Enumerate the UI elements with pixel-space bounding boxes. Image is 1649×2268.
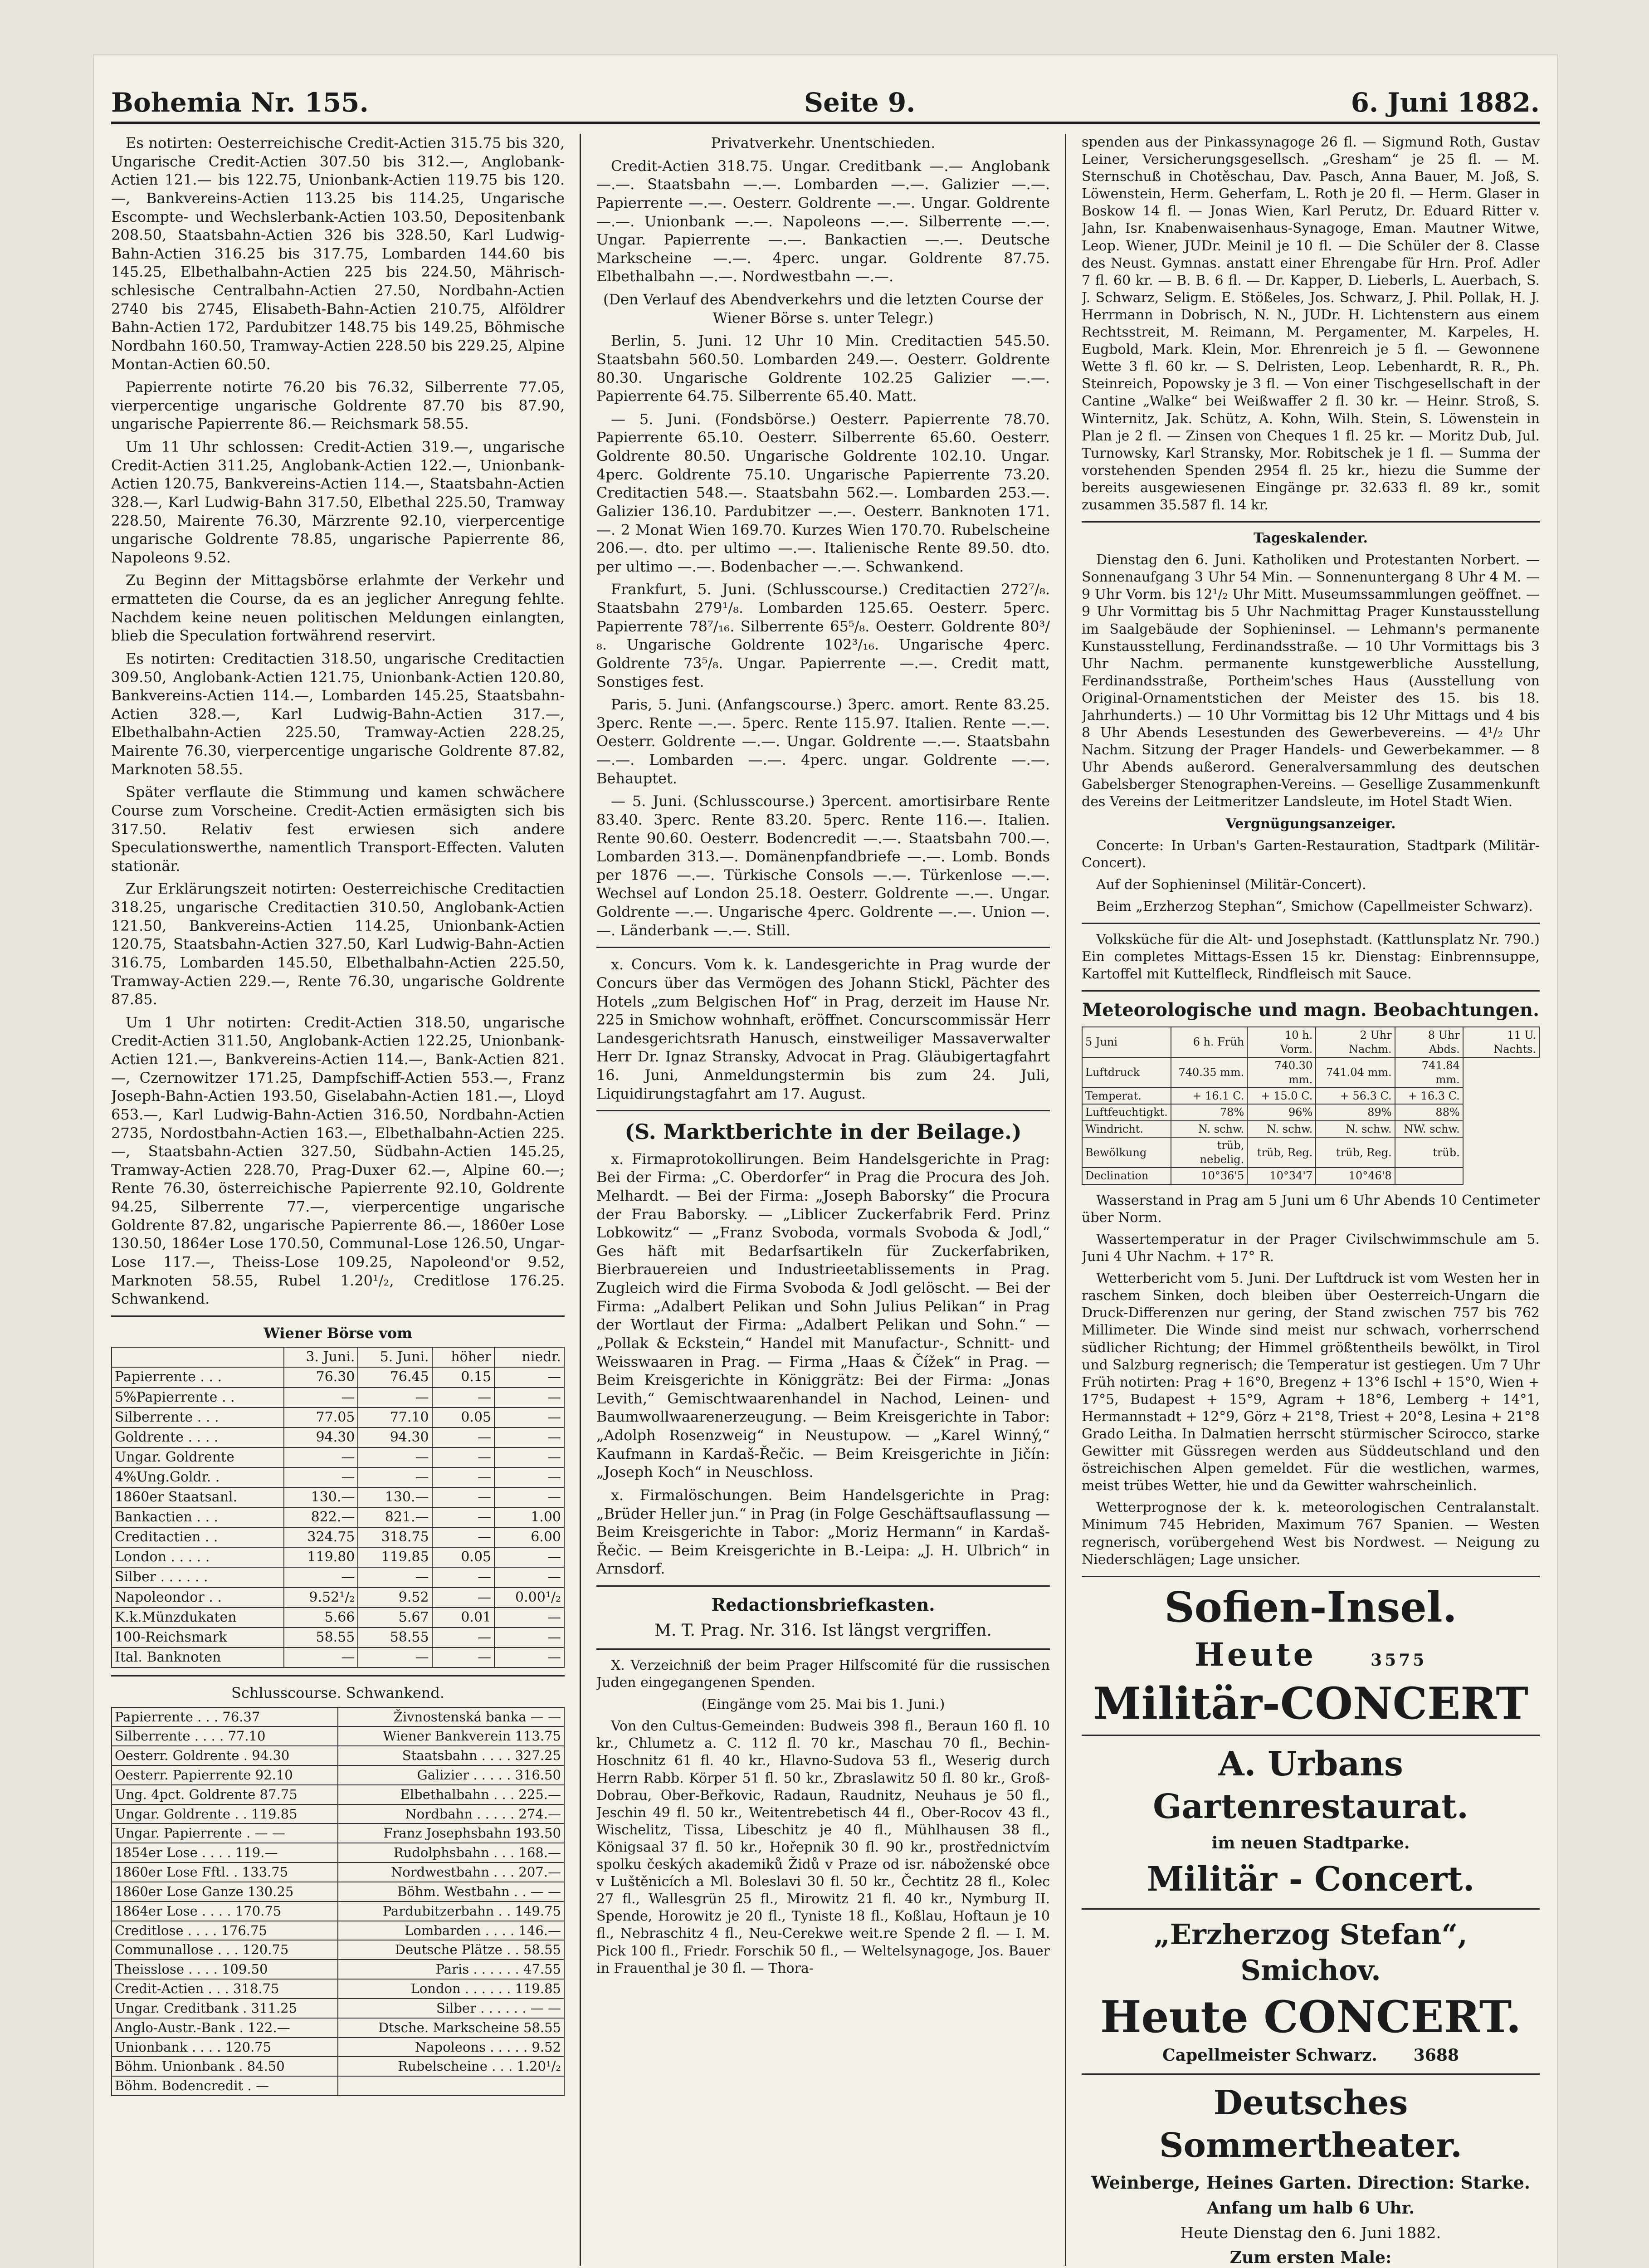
table-row <box>112 1608 564 1628</box>
table-cell: — <box>494 1547 564 1567</box>
table-cell: — <box>284 1467 358 1487</box>
separator <box>1082 1576 1540 1577</box>
table-cell: 740.30 mm. <box>1247 1057 1316 1088</box>
table-cell: Deutsche Plätze . . 58.55 <box>338 1940 564 1960</box>
separator <box>1082 923 1540 924</box>
table-cell: Nordwestbahn . . . 207.— <box>338 1862 564 1882</box>
table-cell: K.k.Münzdukaten <box>112 1608 284 1628</box>
ad-title: Deutsches Sommertheater. <box>1159 2083 1462 2165</box>
table-cell: 8 Uhr Abds. <box>1395 1027 1463 1057</box>
table-cell: Paris . . . . . . 47.55 <box>338 1960 564 1979</box>
table-cell: 94.30 <box>358 1427 432 1447</box>
table-cell: 119.85 <box>358 1547 432 1567</box>
ad-line: Zum ersten Male: <box>1229 2248 1392 2266</box>
table-cell <box>112 1347 284 1367</box>
table-row <box>112 1507 564 1527</box>
closing-prices-title: Schlusscourse. Schwankend. <box>231 1684 445 1701</box>
table-cell: 10 h. Vorm. <box>1247 1027 1316 1057</box>
section-heading: Meteorologische und magn. Beobachtungen. <box>1082 999 1539 1021</box>
separator <box>111 1675 565 1677</box>
table-cell: — <box>494 1487 564 1507</box>
table-cell: 119.80 <box>284 1547 358 1567</box>
table-cell: 1860er Lose Fftl. . 133.75 <box>112 1862 338 1882</box>
table-cell: 0.05 <box>432 1408 495 1427</box>
table-row <box>112 1785 564 1804</box>
table-row <box>112 1979 564 1999</box>
table-cell: Goldrente . . . . <box>112 1427 284 1447</box>
newspaper-page <box>93 54 1558 2268</box>
table-row <box>112 1862 564 1882</box>
table-cell: Nordbahn . . . . . 274.— <box>338 1804 564 1824</box>
table-row <box>112 1487 564 1507</box>
table-row <box>112 1940 564 1960</box>
separator <box>1082 990 1540 992</box>
table-cell: 5. Juni. <box>358 1347 432 1367</box>
advertisement-urban-garden <box>1082 1743 1540 1901</box>
table-cell: — <box>494 1408 564 1427</box>
table-cell: trüb, Reg. <box>1316 1137 1395 1168</box>
separator <box>596 1648 1050 1650</box>
table-cell: 58.55 <box>284 1628 358 1647</box>
paragraph: Dienstag den 6. Juni. Katholiken und Protestanten Norbert. — Sonnenaufgang 3 Uhr 54 Min. — Sonnenuntergang 8 Uhr 4 M. — 9 Uhr Vorm. bis 12¹/₂ Uhr Mitt. Museumssammlungen geöffnet. — 9 Uhr Vormittag bis 5 Uhr Nachmittag Prager Kunstausstellung im Saalgebäude der Sophieninsel. — Lehmann's permanente Kunstausstellung, Ferdinandsstraße. — 10 Uhr Vormittags bis 3 Uhr Nachm. permanente kunstgewerbliche Ausstellung, Ferdinandsstraße, Portheim'sches Haus (Ausstellung von Original-Ornamentstichen der Meister des 15. bis 18. Jahrhunderts.) — 10 Uhr Vormittag bis 12 Uhr Mittags und 4 bis 8 Uhr Abends Lesestunden des Gewerbevereins. — 4¹/₂ Uhr Nachm. Sitzung der Prager Handels- und Gewerbekammer. — 8 Uhr Abends außerord. Generalversammlung des deutschen Gabelsberger Stenographen-Vereins. — Gesellige Zusammenkunft des Vereins der Leitmeritzer Landsleute, im Hotel Stadt Wien. <box>1082 552 1540 810</box>
ad-subtitle: im neuen Stadtparke. <box>1211 1833 1410 1853</box>
table-cell: Oesterr. Papierrente 92.10 <box>112 1765 338 1785</box>
table-cell: 822.— <box>284 1507 358 1527</box>
table-row <box>112 1527 564 1547</box>
table-row <box>112 1388 564 1408</box>
table-cell: — <box>358 1647 432 1667</box>
paragraph: Wetterprognose der k. k. meteorologischen Centralanstalt. Minimum 745 Hebriden, Maximum 767 Spanien. — Westen regnerisch, vorübergehend West bis Nordwest. — Neigung zu Niederschlägen; Lage unsicher. <box>1082 1500 1540 1568</box>
table-cell: Creditactien . . <box>112 1527 284 1547</box>
table-cell: + 16.3 C. <box>1395 1088 1463 1104</box>
table-cell: 77.05 <box>284 1408 358 1427</box>
table-cell: 94.30 <box>284 1427 358 1447</box>
table-cell: Ungar. Goldrente . . 119.85 <box>112 1804 338 1824</box>
table-cell: Silber . . . . . . <box>112 1567 284 1587</box>
table-cell: höher <box>432 1347 495 1367</box>
table-cell: 89% <box>1316 1104 1395 1120</box>
table-cell: Anglo-Austr.-Bank . 122.— <box>112 2018 338 2038</box>
section-heading: Vergnügungsanzeiger. <box>1225 816 1396 832</box>
table-row <box>112 1547 564 1567</box>
table-cell: trüb, Reg. <box>1247 1137 1316 1168</box>
table-cell: Lombarden . . . . 146.— <box>338 1921 564 1941</box>
paragraph: Paris, 5. Juni. (Anfangscourse.) 3perc. amort. Rente 83.25. 3perc. Rente —.—. 5perc. Rente 115.97. Italien. Rente —.—. Oesterr. Goldrente —.—. Ungar. Goldrente —.—. Staatsbahn —.—. Lombarden —.—. 4perc. ungar. Goldrente —.—. Behauptet. <box>596 696 1050 787</box>
paragraph: X. Verzeichniß der beim Prager Hilfscomité für die russischen Juden eingegangenen Spenden. <box>596 1657 1050 1691</box>
table-cell: — <box>284 1647 358 1667</box>
table-cell: — <box>494 1647 564 1667</box>
table-cell: Silberrente . . . . 77.10 <box>112 1726 338 1746</box>
table-row <box>112 1882 564 1901</box>
table-cell: Pardubitzerbahn . . 149.75 <box>338 1901 564 1921</box>
ad-subtitle: Heute 3575 <box>1194 1635 1427 1673</box>
table-cell: 5%Papierrente . . <box>112 1388 284 1408</box>
paragraph: x. Firmaprotokollirungen. Beim Handelsgerichte in Prag: Bei der Firma: „C. Oberdorfer“ in Prag die Procura des Joh. Melhardt. — Bei der Firma: „Joseph Baborsky“ die Procura der Frau Baborsky. — „Liblicer Zuckerfabrik Ferd. Prinz Lobkowitz“ — „Franz Svoboda, vormals Svoboda & Jodl,“ Ges häft mit Bedarfsartikeln für Zuckerfabriken, Bierbrauereien und Industrieetablissements in Prag. Zugleich wird die Firma Svoboda & Jodl gelöscht. — Bei der Firma: „Adalbert Pelikan und Sohn Julius Pelikan“ in Prag der Wortlaut der Firma: „Adalbert Pelikan und Sohn.“ — „Pollak & Eckstein,“ Handel mit Manufactur-, Schnitt- und Weisswaaren in Prag. — Firma „Haas & Čížek“ in Prag. — Beim Kreisgerichte in Königgrätz: Bei der Firma: „Jonas Levith,“ Gemischtwaarenhandel in Nachod, Leinen- und Baumwollwaarenerzeugung. — Beim Kreisgerichte in Tabor: „Adolph Rosenzweig“ in Neustupow. — „Karel Winný,“ Kaufmann in Kardaš-Řečic. — Beim Kreisgerichte in Jičín: „Joseph Koch“ in Neuschloss. <box>596 1150 1050 1481</box>
table-cell: — <box>358 1447 432 1467</box>
table-cell: Ungar. Creditbank . 311.25 <box>112 1999 338 2018</box>
table-cell: 1860er Lose Ganze 130.25 <box>112 1882 338 1901</box>
paragraph: Zu Beginn der Mittagsbörse erlahmte der Verkehr und ermatteten die Course, da es an jeglicher Anregung fehlte. Nachdem keine neuen politischen Meldungen einlangten, blieb die Speculation fortwährend reservirt. <box>111 572 565 645</box>
table-cell: Dtsche. Markscheine 58.55 <box>338 2018 564 2038</box>
ad-subtitle: Capellmeister Schwarz. 3688 <box>1162 2046 1459 2065</box>
table-cell: 10°36'5 <box>1171 1168 1247 1184</box>
table-cell: 3. Juni. <box>284 1347 358 1367</box>
table-row <box>1082 1137 1539 1168</box>
table-cell: 9.52¹/₂ <box>284 1588 358 1608</box>
table-cell: Creditlose . . . . 176.75 <box>112 1921 338 1941</box>
separator <box>1082 1908 1540 1910</box>
paragraph: x. Firmalöschungen. Beim Handelsgerichte in Prag: „Brüder Heller jun.“ in Prag (in Folge Geschäftsauflassung — Beim Kreisgerichte in Tabor: „Moriz Hermann“ in Kardaš-Řečic. — Beim Kreisgerichte in B.-Leipa: „J. H. Ulbrich“ in Arnsdorf. <box>596 1486 1050 1578</box>
section-heading: Tageskalender. <box>1254 530 1368 547</box>
table-cell: NW. schw. <box>1395 1121 1463 1137</box>
table-row <box>112 1367 564 1387</box>
table-row <box>112 1628 564 1647</box>
paragraph: — 5. Juni. (Schlusscourse.) 3percent. amortisirbare Rente 83.40. 3perc. Rente 83.20. 5perc. Rente 116.—. Italien. Rente 90.60. Oesterr. Bodencredit —.—. Staatsbahn 700.—. Lombarden 313.—. Domänenpfandbriefe —.—. Lomb. Bonds per 1876 —.—. Türkische Consols —.—. Türkenlose —.—. Wechsel auf London 25.18. Oesterr. Goldrente —.—. Ungar. Goldrente —.—. Ungarische 4perc. Goldrente —.—. Union —.—. Länderbank —.—. Still. <box>596 792 1050 939</box>
table-cell: Unionbank . . . . 120.75 <box>112 2038 338 2057</box>
table-cell: Declination <box>1082 1168 1171 1184</box>
table-cell: — <box>284 1447 358 1467</box>
column-1 <box>111 134 565 2266</box>
table-cell: + 16.1 C. <box>1171 1088 1247 1104</box>
table-cell: 1.00 <box>494 1507 564 1527</box>
table-cell: 9.52 <box>358 1588 432 1608</box>
paragraph: Um 11 Uhr schlossen: Credit-Actien 319.—, ungarische Credit-Actien 311.25, Anglobank-Actien 122.—, Unionbank-Actien 120.75, Bankvereins-Actien 114.—, Staatsbahn-Actien 328.—, Karl Ludwig-Bahn 317.50, Elbethal 225.50, Tramway 228.50, Mairente 76.30, Märzrente 92.10, vierpercentige ungarische Goldrente 78.85, ungarische Papierrente 86, Napoleons 9.52. <box>111 438 565 566</box>
table-cell: Franz Josephsbahn 193.50 <box>338 1823 564 1843</box>
table-cell: — <box>432 1388 495 1408</box>
table-cell: + 56.3 C. <box>1316 1088 1395 1104</box>
paragraph: (Eingänge vom 25. Mai bis 1. Juni.) <box>701 1696 945 1713</box>
ad-main: Heute CONCERT. <box>1100 1991 1522 2043</box>
paragraph: M. T. Prag. Nr. 316. Ist längst vergriffen. <box>654 1621 992 1640</box>
paragraph: Wetterbericht vom 5. Juni. Der Luftdruck ist vom Westen her in raschem Sinken, doch bleiben über Oesterreich-Ungarn die Druck-Differenzen nur gering, der Stand zwischen 757 bis 762 Millimeter. Die Winde sind meist nur schwach, vorherrschend südlicher Richtung; der Himmel größtentheils bewölkt, in Tirol und Salzburg regnerisch; die Temperatur ist gestiegen. Um 7 Uhr Früh notirten: Prag + 16°0, Bregenz + 13°6 Ischl + 15°0, Wien + 17°5, Budapest + 15°9, Agram + 18°6, Lemberg + 14°1, Hermannstadt + 12°9, Görz + 21°8, Triest + 20°8, Lesina + 21°8 Grado Leitha. In Dalmatien herrscht stürmischer Scirocco, starke Gewitter mit Güssregen werden aus Süddeutschland und den östreichischen Alpen gemeldet. Für die westlichen, warmes, meist trübes Wetter, hie und da Gewitter wahrscheinlich. <box>1082 1271 1540 1494</box>
table-cell: 5.66 <box>284 1608 358 1628</box>
table-cell: Napoleondor . . <box>112 1588 284 1608</box>
table-cell: 78% <box>1171 1104 1247 1120</box>
table-cell: Böhm. Westbahn . . — — <box>338 1882 564 1901</box>
table-cell: Böhm. Bodencredit . — <box>112 2076 338 2096</box>
table-cell: — <box>432 1567 495 1587</box>
table-cell: 741.04 mm. <box>1316 1057 1395 1088</box>
section-heading: Redactionsbriefkasten. <box>711 1594 935 1615</box>
table-row <box>112 1999 564 2018</box>
table-cell: 76.45 <box>358 1367 432 1387</box>
table-row <box>112 2057 564 2076</box>
paragraph: Privatverkehr. Unentschieden. <box>711 134 936 152</box>
table-row <box>112 1427 564 1447</box>
ad-title: Sofien-Insel. <box>1164 1582 1457 1632</box>
table-cell: 130.— <box>358 1487 432 1507</box>
paragraph: Es notirten: Oesterreichische Credit-Actien 315.75 bis 320, Ungarische Credit-Actien 307.50 bis 312.—, Anglobank-Actien 121.— bis 122.75, Unionbank-Actien 119.75 bis 120.—, Bankvereins-Actien 113.25 bis 114.25, Ungarische Escompte- und Wechslerbank-Actien 103.50, Depositenbank 208.50, Staatsbahn-Actien 326 bis 328.50, Karl Ludwig-Bahn-Actien 316.25 bis 317.75, Lombarden 144.60 bis 145.25, Elbethalbahn-Actien 225 bis 224.50, Mährisch-schlesische Centralbahn-Actien 27.50, Nordbahn-Actien 2740 bis 2745, Elisabeth-Bahn-Actien 210.75, Alföldrer Bahn-Actien 172, Pardubitzer 148.75 bis 149.25, Böhmische Nordbahn 160.50, Tramway-Actien 228.50 bis 229.25, Alpine Montan-Actien 60.50. <box>111 134 565 373</box>
table-cell: Ung. 4pct. Goldrente 87.75 <box>112 1785 338 1804</box>
separator <box>596 1585 1050 1587</box>
table-cell: Credit-Actien . . . 318.75 <box>112 1979 338 1999</box>
table-cell: 1864er Lose . . . . 170.75 <box>112 1901 338 1921</box>
table-row <box>112 2018 564 2038</box>
table-cell: — <box>432 1467 495 1487</box>
closing-prices-table <box>111 1707 565 2097</box>
table-cell: Silberrente . . . <box>112 1408 284 1427</box>
table-cell: 100-Reichsmark <box>112 1628 284 1647</box>
masthead <box>111 64 1540 118</box>
table-cell: Elbethalbahn . . . 225.— <box>338 1785 564 1804</box>
table-cell: 10°34'7 <box>1247 1168 1316 1184</box>
paragraph: Auf der Sophieninsel (Militär-Concert). <box>1096 876 1366 893</box>
table-row <box>112 1746 564 1765</box>
column-3 <box>1082 134 1540 2266</box>
table-cell: 324.75 <box>284 1527 358 1547</box>
table-row <box>112 1960 564 1979</box>
separator <box>111 1315 565 1317</box>
paragraph: Später verflaute die Stimmung und kamen schwächere Course zum Vorscheine. Credit-Actien ermäsigten sich bis 317.50. Relativ fest erwiesen sich andere Speculationswerthe, namentlich Transport-Effecten. Valuten stationär. <box>111 783 565 875</box>
table-row <box>1082 1168 1539 1184</box>
table-cell: — <box>358 1567 432 1587</box>
table-cell: — <box>358 1388 432 1408</box>
table-cell: Galizier . . . . . 316.50 <box>338 1765 564 1785</box>
table-cell: 88% <box>1395 1104 1463 1120</box>
table-cell <box>338 2076 564 2096</box>
table-cell: Papierrente . . . 76.37 <box>112 1707 338 1727</box>
paragraph: (Den Verlauf des Abendverkehrs und die letzten Course der Wiener Börse s. unter Telegr.) <box>603 291 1044 327</box>
ad-main: Militär - Concert. <box>1146 1860 1475 1899</box>
advertisement-erzherzog-stefan <box>1082 1917 1540 2066</box>
header-page-number: Seite 9. <box>804 87 916 118</box>
table-row <box>1082 1121 1539 1137</box>
paragraph: Frankfurt, 5. Juni. (Schlusscourse.) Creditactien 272⁷/₈. Staatsbahn 279¹/₈. Lombarden 125.65. Oesterr. 5perc. Papierrente 78⁷/₁₆. Silberrente 65⁵/₈. Oesterr. Goldrente 80³/₈. Ungarische Goldrente 102³/₁₆. Ungarische 4perc. Goldrente 73⁵/₈. Ungar. Papierrente —.—. Credit matt, Sonstiges fest. <box>596 581 1050 690</box>
table-cell: Böhm. Unionbank . 84.50 <box>112 2057 338 2076</box>
table-cell: 0.00¹/₂ <box>494 1588 564 1608</box>
table-row <box>1082 1057 1539 1088</box>
table-cell: — <box>494 1388 564 1408</box>
table-row <box>112 1804 564 1824</box>
advertisement-sommertheater <box>1082 2082 1540 2266</box>
separator <box>1082 1735 1540 1736</box>
table-cell: Windricht. <box>1082 1121 1171 1137</box>
paragraph: — 5. Juni. (Fondsbörse.) Oesterr. Papierrente 78.70. Papierrente 65.10. Oesterr. Silberrente 65.60. Oesterr. Goldrente 80.50. Ungarische Goldrente 102.10. Ungar. 4perc. Goldrente 75.10. Ungarische Papierrente 73.20. Creditactien 548.—. Staatsbahn 562.—. Lombarden 253.—. Galizier 136.10. Pardubitzer —.—. Oesterr. Banknoten 171.—. 2 Monat Wien 169.70. Kurzes Wien 170.70. Rubelscheine 206.—. dto. per ultimo —.—. Italienische Rente 89.50. dto. per ultimo —.—. Bodenbacher —.—. Schwankend. <box>596 410 1050 575</box>
table-cell: 96% <box>1247 1104 1316 1120</box>
table-cell: — <box>494 1447 564 1467</box>
paragraph: Volksküche für die Alt- und Josephstadt. (Kattlunsplatz Nr. 790.) Ein completes Mittags-Essen 15 kr. Dienstag: Einbrennsuppe, Kartoffel mit Kuttelfleck, Rindfleisch mit Sauce. <box>1082 932 1540 982</box>
table-cell: Luftdruck <box>1082 1057 1171 1088</box>
table-cell: 58.55 <box>358 1628 432 1647</box>
table-cell: Živnostenská banka — — <box>338 1707 564 1727</box>
table-cell: — <box>494 1608 564 1628</box>
table-cell: Ungar. Goldrente <box>112 1447 284 1467</box>
table-cell: Theisslose . . . . 109.50 <box>112 1960 338 1979</box>
separator <box>1082 2073 1540 2075</box>
paragraph: Zur Erklärungszeit notirten: Oesterreichische Creditactien 318.25, ungarische Creditactien 310.50, Anglobank-Actien 121.50, Bankvereins-Actien 114.25, Unionbank-Actien 120.75, Staatsbahn-Actien 327.50, Karl Ludwig-Bahn-Actien 316.75, Lombarden 145.50, Elbethalbahn-Actien 225.50, Tramway-Actien 229.—, Rente 76.30, ungarische Goldrente 87.85. <box>111 880 565 1008</box>
table-cell: Communallose . . . 120.75 <box>112 1940 338 1960</box>
table-cell: 740.35 mm. <box>1171 1057 1247 1088</box>
section-heading: (S. Marktberichte in der Beilage.) <box>624 1119 1022 1144</box>
table-cell: Bankactien . . . <box>112 1507 284 1527</box>
table-cell: niedr. <box>494 1347 564 1367</box>
table-cell: Oesterr. Goldrente . 94.30 <box>112 1746 338 1765</box>
table-cell: London . . . . . <box>112 1547 284 1567</box>
paragraph: Wasserstand in Prag am 5 Juni um 6 Uhr Abends 10 Centimeter über Norm. <box>1082 1192 1540 1226</box>
table-cell: 4%Ung.Goldr. . <box>112 1467 284 1487</box>
table-cell: 318.75 <box>358 1527 432 1547</box>
separator <box>596 947 1050 948</box>
table-cell: Staatsbahn . . . . 327.25 <box>338 1746 564 1765</box>
table-row <box>112 1467 564 1487</box>
table-cell: — <box>432 1588 495 1608</box>
table-title: Wiener Börse vom <box>263 1324 413 1342</box>
table-cell: 6 h. Früh <box>1171 1027 1247 1057</box>
table-cell: Bewölkung <box>1082 1137 1171 1168</box>
column-2 <box>596 134 1050 2266</box>
table-cell: 77.10 <box>358 1408 432 1427</box>
ad-line: Heute Dienstag den 6. Juni 1882. <box>1180 2224 1441 2242</box>
table-cell: 1854er Lose . . . . 119.— <box>112 1843 338 1862</box>
table-cell: Wiener Bankverein 113.75 <box>338 1726 564 1746</box>
table-cell: Temperat. <box>1082 1088 1171 1104</box>
table-cell: Ungar. Papierrente . — — <box>112 1823 338 1843</box>
table-cell: N. schw. <box>1316 1121 1395 1137</box>
table-cell: Luftfeuchtigkt. <box>1082 1104 1171 1120</box>
paragraph: spenden aus der Pinkassynagoge 26 fl. — Sigmund Roth, Gustav Leiner, Versicherungsgesellsch. „Gresham“ je 25 fl. — M. Sternschuß in Chotěschau, Dav. Pasch, Anna Bauer, M. Joß, S. Löwenstein, Herm. Geherfam, L. Roth je 20 fl. — Herm. Glaser in Boskow 14 fl. — Jonas Wien, Karl Perutz, Dr. Eduard Ritter v. Jahn, Isr. Knabenwaisenhaus-Synagoge, Eman. Mautner Witwe, Leop. Wiener, JUDr. Meinil je 10 fl. — Die Schüler der 8. Classe des Neust. Gymnas. anstatt einer Ehrengabe für Hrn. Prof. Adler 7 fl. 60 kr. — B. B. 6 fl. — Dr. Kapper, D. Lieberls, L. Auerbach, S. J. Schwarz, Seligm. E. Stößeles, Jos. Schwarz, J. Phil. Pollak, H. J. Herrmann in Dobrisch, N. N., JUDr. H. Lichtenstern aus einem Rechtsstreit, M. Reimann, M. Pergamenter, M. Karpeles, H. Eugbold, Mark. Klein, Mor. Ehrenreich je 5 fl. — Gewonnene Wette 3 fl. 60 kr. — S. Delristen, Leop. Lebenhardt, R. R., Ph. Steinreich, Popowsky je 3 fl. — Von einer Tischgesellschaft in der Cantine „Walke“ bei Weißwaffer 2 fl. 30 kr. — Heinr. Stroß, S. Winternitz, Jak. Schütz, A. Kohn, Wilh. Stein, S. Löwenstein in Plan je 2 fl. — Zinsen von Cheques 1 fl. 25 kr. — Moritz Dub, Jul. Turnowsky, Karl Stransky, Mor. Robitschek je 1 fl. — Summa der vorstehenden Spenden 2954 fl. 25 kr., hiezu die Summe der bereits ausgewiesenen Eingänge pr. 32.633 fl. 89 kr., somit zusammen 35.587 fl. 14 kr. <box>1082 134 1540 513</box>
column-divider <box>580 134 581 2266</box>
table-row <box>112 1707 564 1727</box>
ad-main: Militär-CONCERT <box>1093 1677 1528 1729</box>
table-cell: Rudolphsbahn . . . 168.— <box>338 1843 564 1862</box>
table-cell: — <box>358 1467 432 1487</box>
table-row <box>112 1901 564 1921</box>
table-row <box>112 1647 564 1667</box>
paragraph: Um 1 Uhr notirten: Credit-Actien 318.50, ungarische Credit-Actien 311.50, Anglobank-Actien 122.25, Unionbank-Actien 121.—, Bankvereins-Actien 114.—, Bank-Actien 821.—, Czernowitzer 171.25, Dampfschiff-Actien 553.—, Franz Joseph-Bahn-Actien 193.50, Giselabahn-Actien 181.—, Lloyd 653.—, Karl Ludwig-Bahn-Actien 316.50, Nordbahn-Actien 2735, Nordostbahn-Actien 163.—, Elbethalbahn-Actien 225.—, Staatsbahn-Actien 327.50, Südbahn-Actien 145.25, Tramway-Actien 228.70, Prag-Duxer 62.—, Alpine 60.—; Rente 76.30, österreichische Papierrente 92.10, Goldrente 94.25, Silberrente 77.—, vierpercentige ungarische Goldrente 87.82, ungarische Papierrente 86.—, 1860er Lose 130.50, 1864er Lose 170.50, Communal-Lose 126.50, Ungar-Lose 117.—, Theiss-Lose 109.25, Napoleond'or 9.52, Marknoten 58.55, Rubel 1.20¹/₂, Creditlose 176.25. Schwankend. <box>111 1013 565 1308</box>
paragraph: Concerte: In Urban's Garten-Restauration, Stadtpark (Militär-Concert). <box>1082 837 1540 871</box>
table-cell: — <box>494 1467 564 1487</box>
advertisement-sofien-insel <box>1082 1584 1540 1728</box>
table-row <box>112 1408 564 1427</box>
separator <box>596 1110 1050 1111</box>
table-cell: — <box>432 1527 495 1547</box>
ad-title: A. Urbans Gartenrestaurat. <box>1153 1745 1468 1827</box>
table-cell: 0.05 <box>432 1547 495 1567</box>
paragraph: Wassertemperatur in der Prager Civilschwimmschule am 5. Juni 4 Uhr Nachm. + 17° R. <box>1082 1231 1540 1265</box>
table-cell: — <box>432 1447 495 1467</box>
paragraph: Es notirten: Creditactien 318.50, ungarische Creditactien 309.50, Anglobank-Actien 121.75, Unionbank-Actien 120.80, Bankvereins-Actien 114.—, Lombarden 145.25, Staatsbahn-Actien 328.—, Karl Ludwig-Bahn-Actien 317.—, Elbethalbahn-Actien 225.50, Tramway-Actien 228.25, Mairente 76.30, vierpercentige ungarische Goldrente 87.82, Marknoten 58.55. <box>111 650 565 778</box>
table-cell: 0.01 <box>432 1608 495 1628</box>
header-rule <box>111 122 1540 124</box>
paragraph: Papierrente notirte 76.20 bis 76.32, Silberrente 77.05, vierpercentige ungarische Goldrente 87.70 bis 87.90, ungarische Papierrente 86.— Reichsmark 58.55. <box>111 378 565 433</box>
table-cell: 5.67 <box>358 1608 432 1628</box>
table-row <box>112 1765 564 1785</box>
table-cell: Ital. Banknoten <box>112 1647 284 1667</box>
table-cell: — <box>284 1388 358 1408</box>
table-cell: 11 U. Nachts. <box>1463 1027 1539 1057</box>
table-cell: 6.00 <box>494 1527 564 1547</box>
table-cell: — <box>432 1628 495 1647</box>
column-divider <box>1065 134 1066 2266</box>
table-cell: — <box>432 1647 495 1667</box>
table-row <box>1082 1104 1539 1120</box>
table-cell: London . . . . . . 119.85 <box>338 1979 564 1999</box>
paragraph: x. Concurs. Vom k. k. Landesgerichte in Prag wurde der Concurs über das Vermögen des Johann Stickl, Pächter des Hotels „zum Belgischen Hof“ in Prag, derzeit im Hause Nr. 225 in Smichow wohnhaft, eröffnet. Concurscommissär Herr Landesgerichtsrath Hanusch, einstweiliger Massaverwalter Herr Dr. Ignaz Stransky, Advocat in Prag. Gläubigertagfahrt 16. Juni, Anmeldungstermin bis zum 24. Juli, Liquidirungstagfahrt am 17. August. <box>596 956 1050 1102</box>
table-cell: — <box>432 1507 495 1527</box>
table-cell: — <box>494 1567 564 1587</box>
table-cell: — <box>494 1628 564 1647</box>
table-cell: 10°46'8 <box>1316 1168 1395 1184</box>
paragraph: Beim „Erzherzog Stephan“, Smichow (Capellmeister Schwarz). <box>1096 898 1533 914</box>
weather-table <box>1082 1026 1540 1185</box>
table-row <box>112 1447 564 1467</box>
table-cell: — <box>494 1367 564 1387</box>
paragraph: Credit-Actien 318.75. Ungar. Creditbank —.— Anglobank —.—. Staatsbahn —.—. Lombarden —.—. Galizier —.—. Papierrente —.—. Oesterr. Goldrente —.—. Ungar. Goldrente —.—. Unionbank —.—. Napoleons —.—. Silberrente —.—. Ungar. Papierrente —.—. Bankactien —.—. Deutsche Markscheine —.—. 4perc. ungar. Goldrente 87.75. Elbethalbahn —.—. Nordwestbahn —.—. <box>596 157 1050 285</box>
table-cell: Rubelscheine . . . 1.20¹/₂ <box>338 2057 564 2076</box>
table-row <box>112 1588 564 1608</box>
table-row <box>112 1843 564 1862</box>
table-cell: — <box>432 1487 495 1507</box>
table-cell: 1860er Staatsanl. <box>112 1487 284 1507</box>
ad-line: Weinberge, Heines Garten. Direction: Starke. <box>1091 2172 1530 2193</box>
exchange-table <box>111 1347 565 1668</box>
table-cell: — <box>494 1427 564 1447</box>
paragraph: Berlin, 5. Juni. 12 Uhr 10 Min. Creditactien 545.50. Staatsbahn 560.50. Lombarden 249.—. Oesterr. Goldrente 80.30. Ungarische Goldrente 102.25 Galizier —.—. Papierrente 64.75. Silberrente 65.40. Matt. <box>596 332 1050 405</box>
table-cell: N. schw. <box>1171 1121 1247 1137</box>
table-cell: + 15.0 C. <box>1247 1088 1316 1104</box>
table-row <box>112 1567 564 1587</box>
table-row <box>112 2076 564 2096</box>
header-date: 6. Juni 1882. <box>1351 87 1540 118</box>
table-cell: — <box>432 1427 495 1447</box>
table-cell: 821.— <box>358 1507 432 1527</box>
table-cell: 76.30 <box>284 1367 358 1387</box>
header-issue: Bohemia Nr. 155. <box>111 87 369 118</box>
table-cell: Silber . . . . . . — — <box>338 1999 564 2018</box>
table-row <box>112 2038 564 2057</box>
table-cell: 741.84 mm. <box>1395 1057 1463 1088</box>
table-cell: Papierrente . . . <box>112 1367 284 1387</box>
table-cell: 5 Juni <box>1082 1027 1171 1057</box>
ad-line: Anfang um halb 6 Uhr. <box>1207 2199 1415 2218</box>
table-cell: N. schw. <box>1247 1121 1316 1137</box>
table-cell: — <box>284 1567 358 1587</box>
paragraph: Von den Cultus-Gemeinden: Budweis 398 fl., Beraun 160 fl. 10 kr., Chlumetz a. C. 112 fl. 70 kr., Maschau 70 fl., Bechin-Hoschnitz 61 fl. 40 kr., Hlavno-Sudova 53 fl., Weserig durch Herrn Rabb. Körper 51 fl. 50 kr., Zbraslawitz 50 fl. 80 kr., Groß-Dobrau, Ober-Beřkovic, Radaun, Raudnitz, Neuhaus je 50 fl., Jeschin 49 fl. 50 kr., Weitentrebetisch 44 fl., Ober-Rocov 43 fl., Wischelitz, Tissa, Libeschitz je 40 fl., Mühlhausen 38 fl., Königsaal 37 fl. 50 kr., Hořepnik 30 fl. 90 kr., prostřednictvím spolku českých akademiků Židů v Praze od isr. náboženské obce v Luštěnicích a Ml. Boleslavi 30 fl. 50 kr., Čechtitz 28 fl., Kolec 27 fl., Wallesgrün 25 fl., Mirowitz 21 fl. 40 kr., Nymburg II. Spende, Horowitz je 20 fl., Tyniste 18 fl., Koßlau, Hoftaun je 10 fl., Nebraschitz 4 fl., Neu-Cerekwe weit.re Spende 2 fl. — I. M. Pick 100 fl., Friedr. Forschik 50 fl., — Weltelsynagoge, Jos. Bauer in Frauenthal je 30 fl. — Thora- <box>596 1718 1050 1976</box>
table-row <box>112 1921 564 1941</box>
table-row <box>1082 1088 1539 1104</box>
table-cell <box>1395 1168 1463 1184</box>
separator <box>1082 521 1540 523</box>
table-row <box>112 1726 564 1746</box>
table-cell: 130.— <box>284 1487 358 1507</box>
table-cell: 0.15 <box>432 1367 495 1387</box>
table-cell: trüb, nebelig. <box>1171 1137 1247 1168</box>
table-cell: 2 Uhr Nachm. <box>1316 1027 1395 1057</box>
table-row <box>112 1823 564 1843</box>
ad-title: „Erzherzog Stefan“, Smichov. <box>1154 1918 1468 1987</box>
table-cell: Napoleons . . . . . 9.52 <box>338 2038 564 2057</box>
table-cell: trüb. <box>1395 1137 1463 1168</box>
